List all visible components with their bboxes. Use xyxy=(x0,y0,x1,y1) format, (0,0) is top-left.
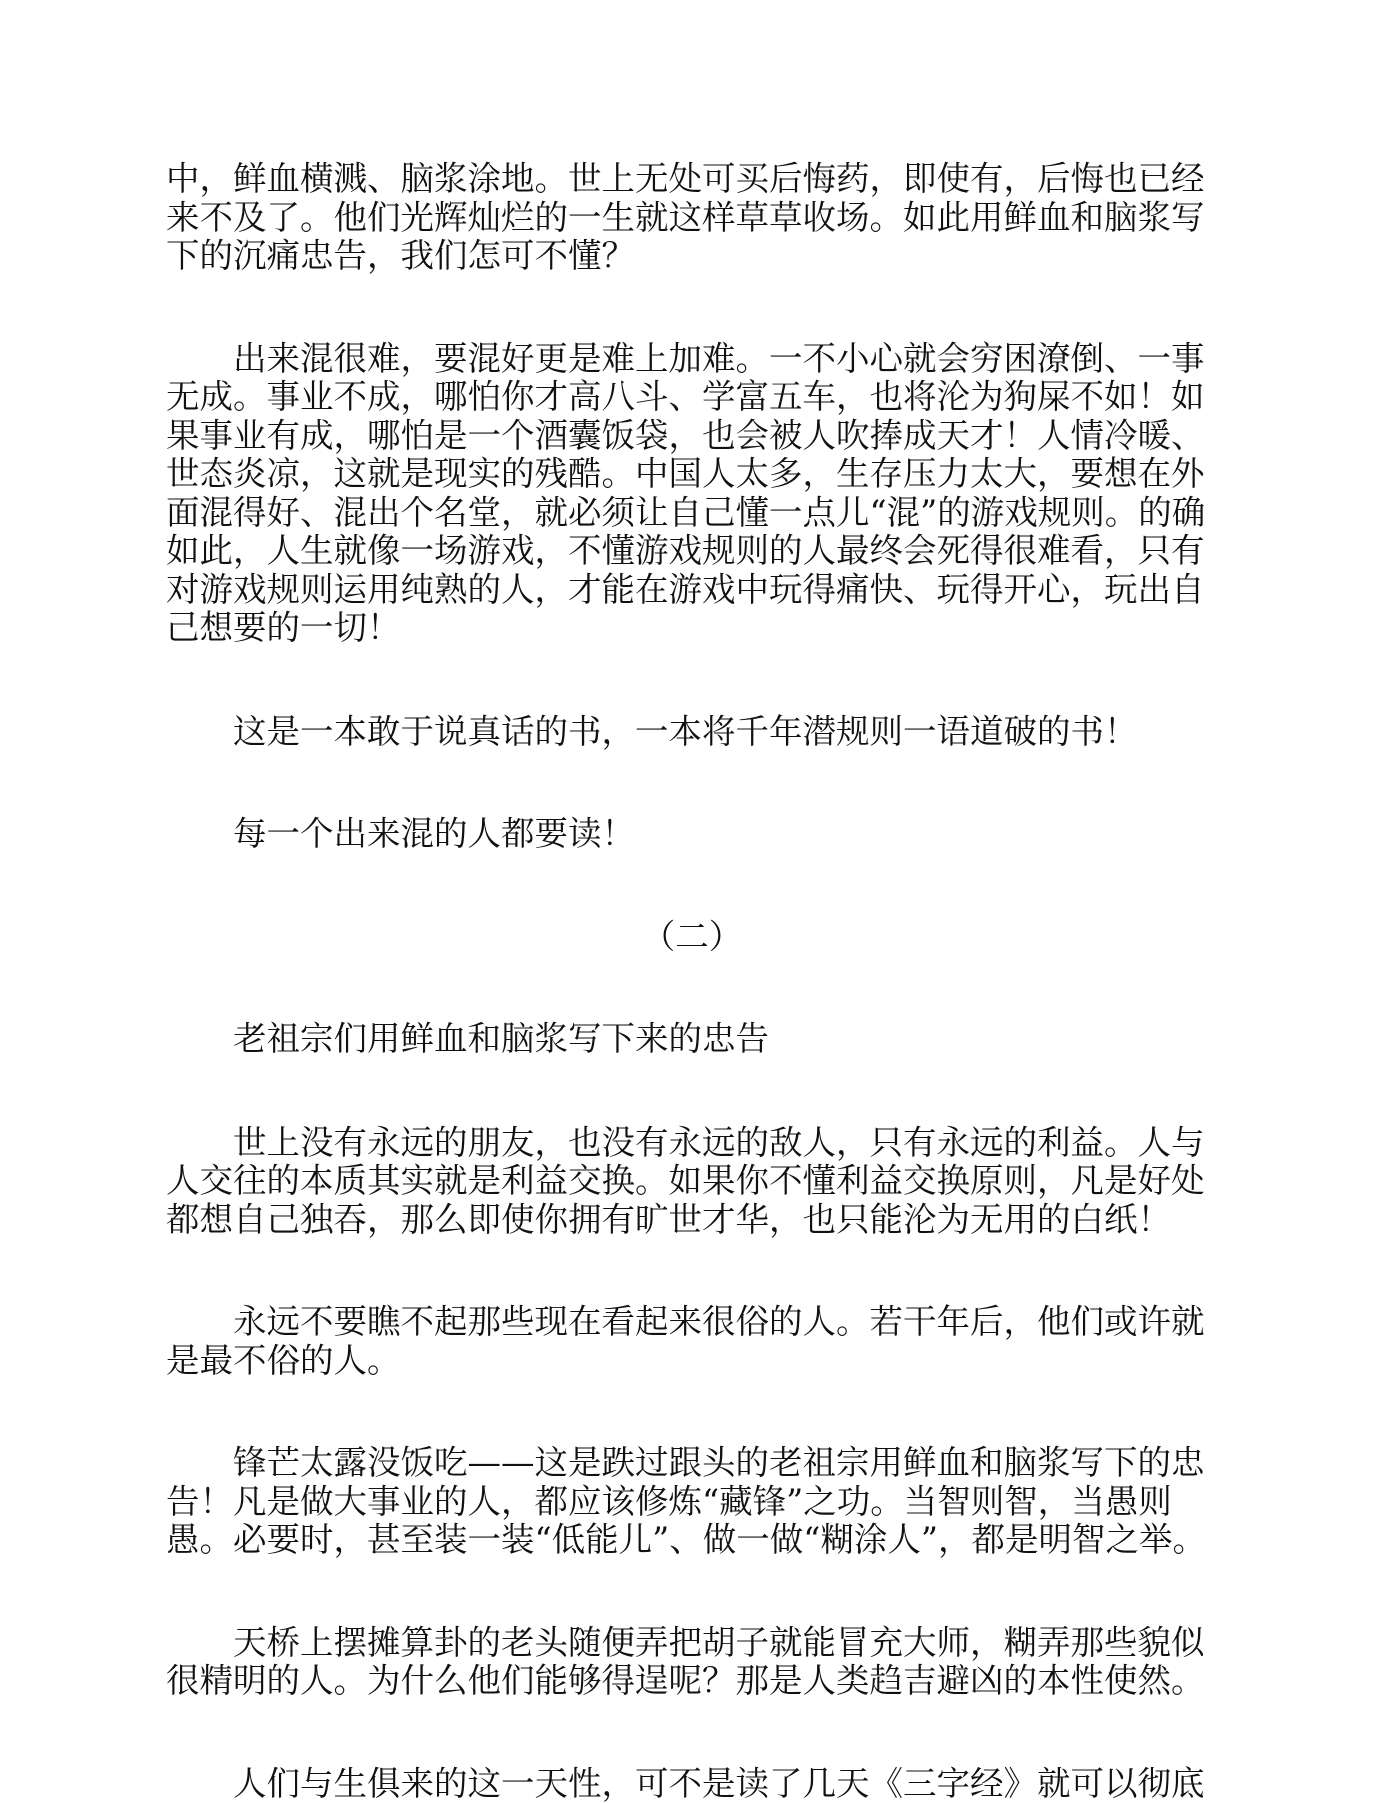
paragraph-10: 人们与生俱来的这一天性，可不是读了几天《三字经》就可以彻底 xyxy=(166,1765,1218,1803)
page-content xyxy=(166,160,1218,1803)
paragraph-4: 每一个出来混的人都要读！ xyxy=(166,815,1218,854)
paragraph-6: 世上没有永远的朋友，也没有永远的敌人，只有永远的利益。人与 人交往的本质其实就是利益交换。如果你不懂利益交换原则，凡是好处 都想自己独吞，那么即使你拥有旷世才华，也只能沦为无用的白纸！ xyxy=(166,1124,1218,1240)
paragraph-3: 这是一本敢于说真话的书，一本将千年潜规则一语道破的书！ xyxy=(166,713,1218,752)
section-heading: （二） xyxy=(166,918,1218,957)
paragraph-2: 出来混很难，要混好更是难上加难。一不小心就会穷困潦倒、一事 无成。事业不成，哪怕你才高八斗、学富五车，也将沦为狗屎不如！如 果事业有成，哪怕是一个酒囊饭袋，也会被人吹捧成天才！人情冷暖、 世态炎凉，这就是现实的残酷。中国人太多，生存压力太大，要想在外 面混得好、混出个名堂，就必须让自己懂一点儿“混”的游戏规则。的确 如此，人生就像一场游戏，不懂游戏规则的人最终会死得很难看，只有 对游戏规则运用纯熟的人，才能在游戏中玩得痛快、玩得开心，玩出自 己想要的一切！ xyxy=(166,340,1218,648)
paragraph-1: 中，鲜血横溅、脑浆涂地。世上无处可买后悔药，即使有，后悔也已经 来不及了。他们光辉灿烂的一生就这样草草收场。如此用鲜血和脑浆写 下的沉痛忠告，我们怎可不懂？ xyxy=(166,160,1218,276)
paragraph-8: 锋芒太露没饭吃——这是跌过跟头的老祖宗用鲜血和脑浆写下的忠 告！凡是做大事业的人，都应该修炼“藏锋”之功。当智则智，当愚则 愚。必要时，甚至装一装“低能儿”、做一做“糊涂人”，都是明智之举。 xyxy=(166,1444,1218,1560)
section-subtitle: 老祖宗们用鲜血和脑浆写下来的忠告 xyxy=(166,1020,1218,1059)
paragraph-7: 永远不要瞧不起那些现在看起来很俗的人。若干年后，他们或许就 是最不俗的人。 xyxy=(166,1303,1218,1380)
paragraph-9: 天桥上摆摊算卦的老头随便弄把胡子就能冒充大师，糊弄那些貌似 很精明的人。为什么他们能够得逞呢？那是人类趋吉避凶的本性使然。 xyxy=(166,1624,1218,1701)
